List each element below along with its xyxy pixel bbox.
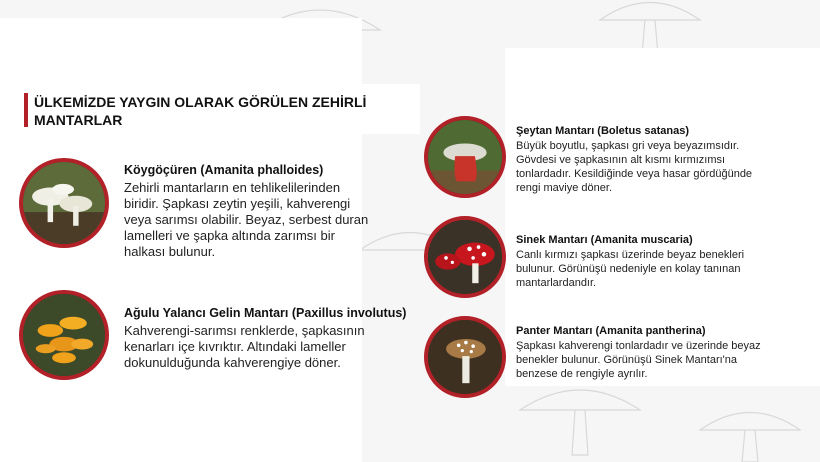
mushroom-item-amanita-phalloides <box>124 162 374 260</box>
mushroom-item-paxillus-involutus <box>124 305 434 371</box>
amanita-phalloides-photo <box>19 158 109 248</box>
mushroom-description: Canlı kırmızı şapkası üzerinde beyaz benekleri bulunur. Görünüşü nedeniyle en kolay tanınan mantarlardandır. <box>516 249 745 289</box>
amanita-pantherina-photo <box>424 316 506 398</box>
title-accent-bar <box>24 93 28 127</box>
mushroom-description: Şapkası kahverengi tonlardadır ve üzerinde beyaz benekler bulunur. Görünüşü Sinek Mantarı'na benzese de rengiyle ayrılır. <box>516 340 761 380</box>
mushroom-item-amanita-muscaria <box>516 233 778 290</box>
mushroom-name: Ağulu Yalancı Gelin Mantarı (Paxillus involutus) <box>124 306 407 320</box>
amanita-muscaria-photo <box>424 216 506 298</box>
mushroom-description: Zehirli mantarların en tehlikelilerinden biridir. Şapkası zeytin yeşili, kahverengi veya sarımsı olabilir. Beyaz, serbest duran lamelleri ve şapka altında zarımsı bir halkası bulunur. <box>124 180 369 259</box>
mushroom-item-amanita-pantherina <box>516 324 778 381</box>
mushroom-name: Köygöçüren (Amanita phalloides) <box>124 163 324 177</box>
mushroom-name: Sinek Mantarı (Amanita muscaria) <box>516 234 693 246</box>
mushroom-item-boletus-satanas <box>516 124 778 195</box>
boletus-satanas-photo <box>424 116 506 198</box>
mushroom-description: Kahverengi-sarımsı renklerde, şapkasının kenarları içe kıvrıktır. Altındaki lameller dokunulduğunda kahverengiye döner. <box>124 323 365 370</box>
mushroom-description: Büyük boyutlu, şapkası gri veya beyazımsıdır. Gövdesi ve şapkasının alt kısmı kırmızımsı tonlardadır. Kesildiğinde veya hasar gördüğünde rengi maviye döner. <box>516 140 753 194</box>
paxillus-involutus-photo <box>19 290 109 380</box>
page-title: ÜLKEMİZDE YAYGIN OLARAK GÖRÜLEN ZEHİRLİ MANTARLAR <box>34 94 367 128</box>
mushroom-name: Panter Mantarı (Amanita pantherina) <box>516 325 706 337</box>
mushroom-name: Şeytan Mantarı (Boletus satanas) <box>516 125 689 137</box>
